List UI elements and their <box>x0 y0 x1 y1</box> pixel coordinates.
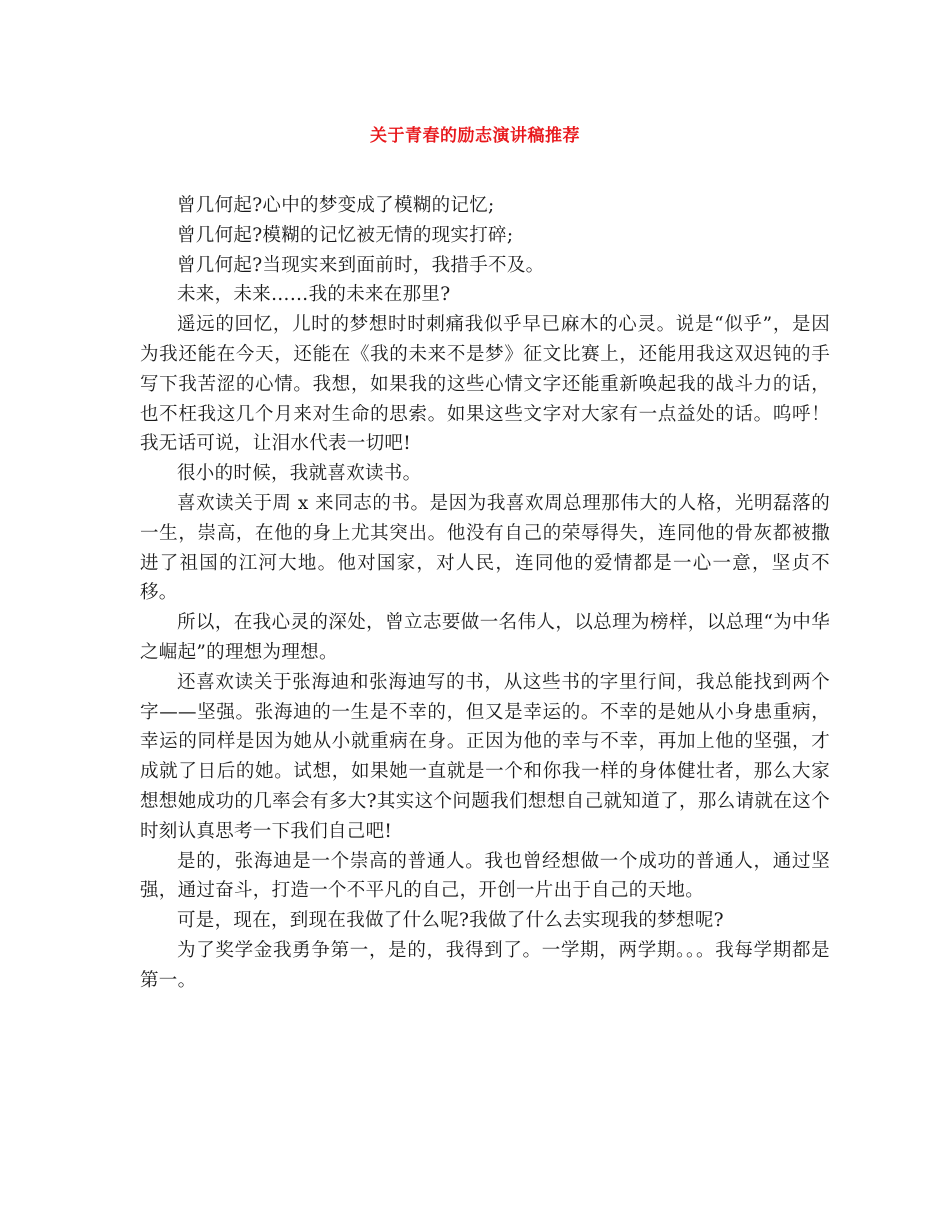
paragraph: 可是，现在，到现在我做了什么呢?我做了什么去实现我的梦想呢? <box>177 910 724 932</box>
paragraph: 曾几何起?心中的梦变成了模糊的记忆; <box>177 195 495 216</box>
paragraph: 为了奖学金我勇争第一，是的，我得到了。一学期，两学期。。。我每学期都是第一。 <box>140 939 830 991</box>
paragraph: 曾几何起?模糊的记忆被无情的现实打碎; <box>177 224 514 246</box>
paragraph: 喜欢读关于周 x 来同志的书。是因为我喜欢周总理那伟大的人格，光明磊落的一生，崇高，在他的身上尤其突出。他没有自己的荣辱得失，连同他的骨灰都被撒进了祖国的江河大地。他对国家，对人民，连同他的爱情都是一心一意，坚贞不移。 <box>140 492 830 604</box>
paragraph: 是的，张海迪是一个崇高的普通人。我也曾经想做一个成功的普通人，通过坚强，通过奋斗，打造一个不平凡的自己，开创一片出于自己的天地。 <box>140 850 830 902</box>
paragraph: 曾几何起?当现实来到面前时，我措手不及。 <box>177 254 545 276</box>
paragraph: 还喜欢读关于张海迪和张海迪写的书，从这些书的字里行间，我总能找到两个字——坚强。张海迪的一生是不幸的，但又是幸运的。不幸的是她从小身患重病，幸运的同样是因为她从小就重病在身。正因为他的幸与不幸，再加上他的坚强，才成就了日后的她。试想，如果她一直就是一个和你我一样的身体健壮者，那么大家想想她成功的几率会有多大?其实这个问题我们想想自己就知道了，那么请就在这个时刻认真思考一下我们自己吧! <box>140 671 830 842</box>
paragraph: 很小的时候，我就喜欢读书。 <box>177 463 422 485</box>
paragraph: 遥远的回忆，儿时的梦想时时刺痛我似乎早已麻木的心灵。说是“似乎”，是因为我还能在今天，还能在《我的未来不是梦》征文比赛上，还能用我这双迟钝的手写下我苦涩的心情。我想，如果我的这些心情文字还能重新唤起我的战斗力的话，也不枉我这几个月来对生命的思索。如果这些文字对大家有一点益处的话。呜呼！我无话可说，让泪水代表一切吧! <box>140 314 830 455</box>
paragraph: 未来，未来……我的未来在那里? <box>177 284 451 306</box>
document-title: 关于青春的励志演讲稿推荐 <box>370 126 580 146</box>
document-body <box>140 191 830 996</box>
paragraph: 所以，在我心灵的深处，曾立志要做一名伟人，以总理为榜样，以总理“为中华之崛起”的理想为理想。 <box>140 612 830 663</box>
